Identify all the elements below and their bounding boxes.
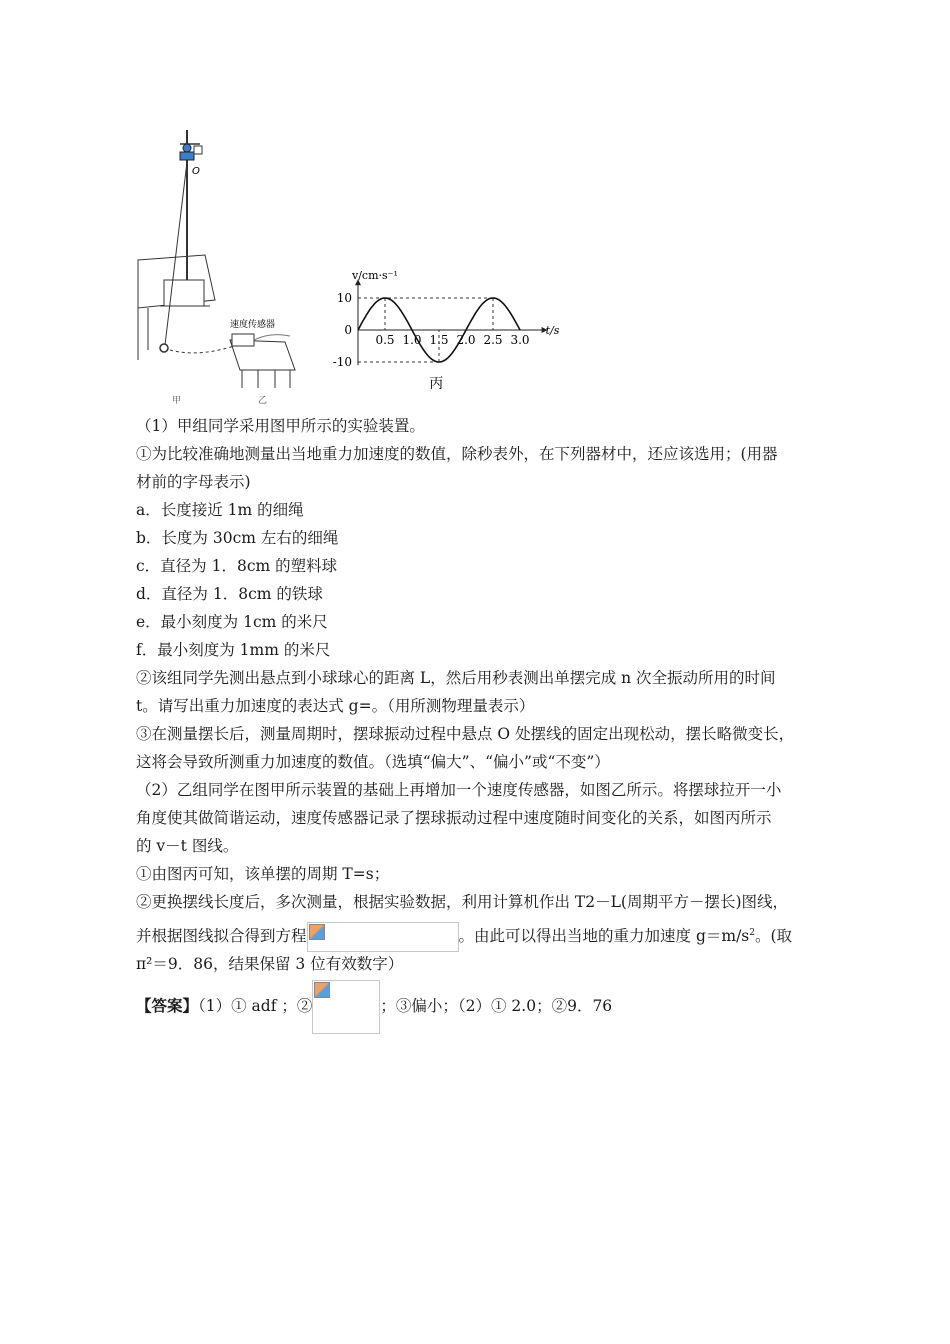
pendulum-ball: [160, 344, 168, 352]
broken-image-icon: [314, 982, 330, 998]
equation-image-placeholder: [307, 922, 459, 952]
y-tick-label: -10: [332, 355, 352, 369]
option-c: c．直径为 1．8cm 的塑料球: [136, 557, 338, 575]
text-line-18: ②更换摆线长度后，多次测量，根据实验数据，利用计算机作出 T2－L(周期平方－摆长)图线，: [136, 893, 789, 911]
figure-area: [130, 120, 590, 410]
text-line-13: 这将会导致所测重力加速度的数值。（选填“偏大”、“偏小”或“不变”）: [136, 753, 610, 771]
option-f: f．最小刻度为 1mm 的米尺: [136, 641, 331, 659]
text-line-15: 角度使其做简谐运动，速度传感器记录了摆球振动过程中速度随时间变化的关系，如图丙所示: [136, 809, 772, 827]
answer-image-placeholder: [312, 980, 380, 1034]
text-line-2: ①为比较准确地测量出当地重力加速度的数值，除秒表外，在下列器材中，还应该选用；(用器: [136, 445, 778, 463]
x-tick-label: 1.0: [402, 333, 422, 347]
option-b: b．长度为 30cm 左右的细绳: [136, 529, 339, 547]
answer-part2: ；③偏小；（2）① 2.0；②9．76: [380, 997, 613, 1015]
pendulum-string: [165, 162, 187, 345]
y-tick-label: 0: [344, 323, 352, 337]
label-bing: 丙: [429, 376, 444, 392]
text-line-14: （2）乙组同学在图甲所示装置的基础上再增加一个速度传感器，如图乙所示。将摆球拉开一小: [136, 781, 782, 799]
equation-text-a: 并根据图线拟合得到方程: [136, 927, 307, 946]
answer-label: 【答案】: [136, 996, 199, 1015]
equation-sup: 2: [749, 928, 755, 938]
text-line-last: π²＝9．86，结果保留 3 位有效数字）: [136, 955, 404, 973]
clamp: [180, 152, 194, 160]
x-tick-label: 2.0: [456, 333, 476, 347]
x-tick-label: 2.5: [483, 333, 503, 347]
text-line-17: ①由图丙可知，该单摆的周期 T=s；: [136, 865, 390, 883]
y-axis-label: v/cm·s⁻¹: [352, 269, 398, 283]
equation-text-b: 。由此可以得出当地的重力加速度 g＝m/s: [458, 927, 750, 946]
label-yi: 乙: [258, 396, 268, 406]
vt-chart: [330, 268, 590, 408]
x-tick-label: 3.0: [510, 333, 530, 347]
label-o: O: [192, 166, 200, 177]
option-a: a．长度接近 1m 的细绳: [136, 501, 304, 519]
answer-part1: （1）① adf ；②: [198, 997, 313, 1015]
label-jia: 甲: [172, 396, 182, 406]
text-line-3: 材前的字母表示): [136, 473, 251, 491]
broken-image-icon: [309, 924, 325, 940]
label-sensor: 速度传感器: [230, 320, 276, 330]
equation-text-c: 。(取: [754, 927, 793, 946]
x-tick-label: 1.5: [429, 333, 449, 347]
equation-line: [136, 916, 826, 950]
answer-line: [136, 980, 612, 1034]
x-axis-label: t/s: [545, 324, 560, 337]
text-line-1: （1）甲组同学采用图甲所示的实验装置。: [136, 417, 425, 435]
x-tick-label: 0.5: [375, 333, 395, 347]
sensor-box: [232, 334, 254, 346]
option-d: d．直径为 1．8cm 的铁球: [136, 585, 323, 603]
text-line-11: t。请写出重力加速度的表达式 g=。（用所测物理量表示）: [136, 697, 535, 715]
question-text: [136, 412, 826, 978]
text-line-16: 的 v－t 图线。: [136, 837, 239, 855]
y-tick-label: 10: [336, 291, 352, 305]
option-e: e．最小刻度为 1cm 的米尺: [136, 613, 328, 631]
text-line-10: ②该组同学先测出悬点到小球球心的距离 L，然后用秒表测出单摆完成 n 次全振动所用的时间: [136, 669, 776, 687]
text-line-12: ③在测量摆长后，测量周期时，摆球振动过程中悬点 O 处摆线的固定出现松动，摆长略微变长，: [136, 725, 795, 743]
